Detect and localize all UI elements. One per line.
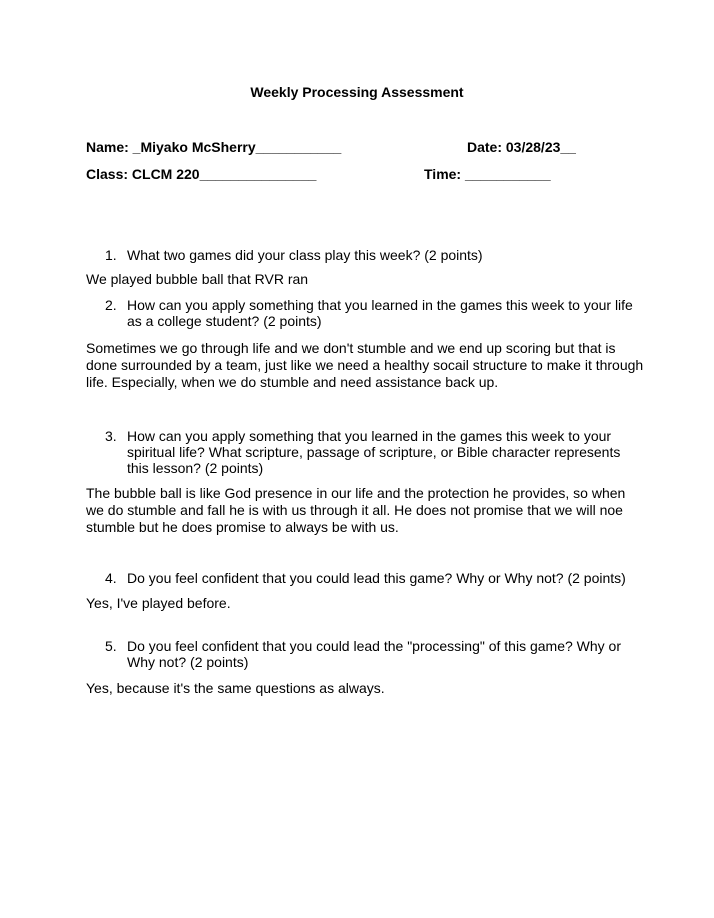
question-text: What two games did your class play this week? (2 points) <box>127 247 483 263</box>
question-text: Do you feel confident that you could lead this game? Why or Why not? (2 points) <box>127 570 626 586</box>
question-4 <box>105 570 665 586</box>
question-1 <box>105 247 645 263</box>
question-3 <box>105 428 645 476</box>
class-field: Class: CLCM 220_______________ <box>86 166 317 182</box>
question-number: 3. <box>105 428 117 444</box>
question-number: 1. <box>105 247 117 263</box>
question-number: 5. <box>105 638 117 654</box>
date-field: Date: 03/28/23__ <box>467 139 576 155</box>
answer-4: Yes, I've played before. <box>86 595 231 611</box>
question-2 <box>105 297 645 329</box>
question-number: 4. <box>105 570 117 586</box>
name-field: Name: _Miyako McSherry___________ <box>86 139 342 155</box>
answer-3: The bubble ball is like God presence in our life and the protection he provides, so when we do stumble and fall he is with us through it all. He does not promise that we will noe stumble but he does promise to always be with us. <box>86 485 626 535</box>
question-5 <box>105 638 635 670</box>
document-title: Weekly Processing Assessment <box>250 84 464 100</box>
question-number: 2. <box>105 297 117 313</box>
question-text: How can you apply something that you learned in the games this week to your spiritual life? What scripture, passage of scripture, or Bible character represents this lesson? (2 points) <box>127 428 621 476</box>
answer-2: Sometimes we go through life and we don't stumble and we end up scoring but that is done surrounded by a team, just like we need a healthy socail structure to make it through life. Especially, when we do stumble and need assistance back up. <box>86 340 644 390</box>
question-text: Do you feel confident that you could lead the "processing" of this game? Why or Why not? (2 points) <box>127 638 621 670</box>
time-field: Time: ___________ <box>424 166 551 182</box>
answer-1: We played bubble ball that RVR ran <box>86 271 309 287</box>
answer-5: Yes, because it's the same questions as always. <box>86 680 385 696</box>
question-text: How can you apply something that you learned in the games this week to your life as a college student? (2 points) <box>127 297 633 329</box>
